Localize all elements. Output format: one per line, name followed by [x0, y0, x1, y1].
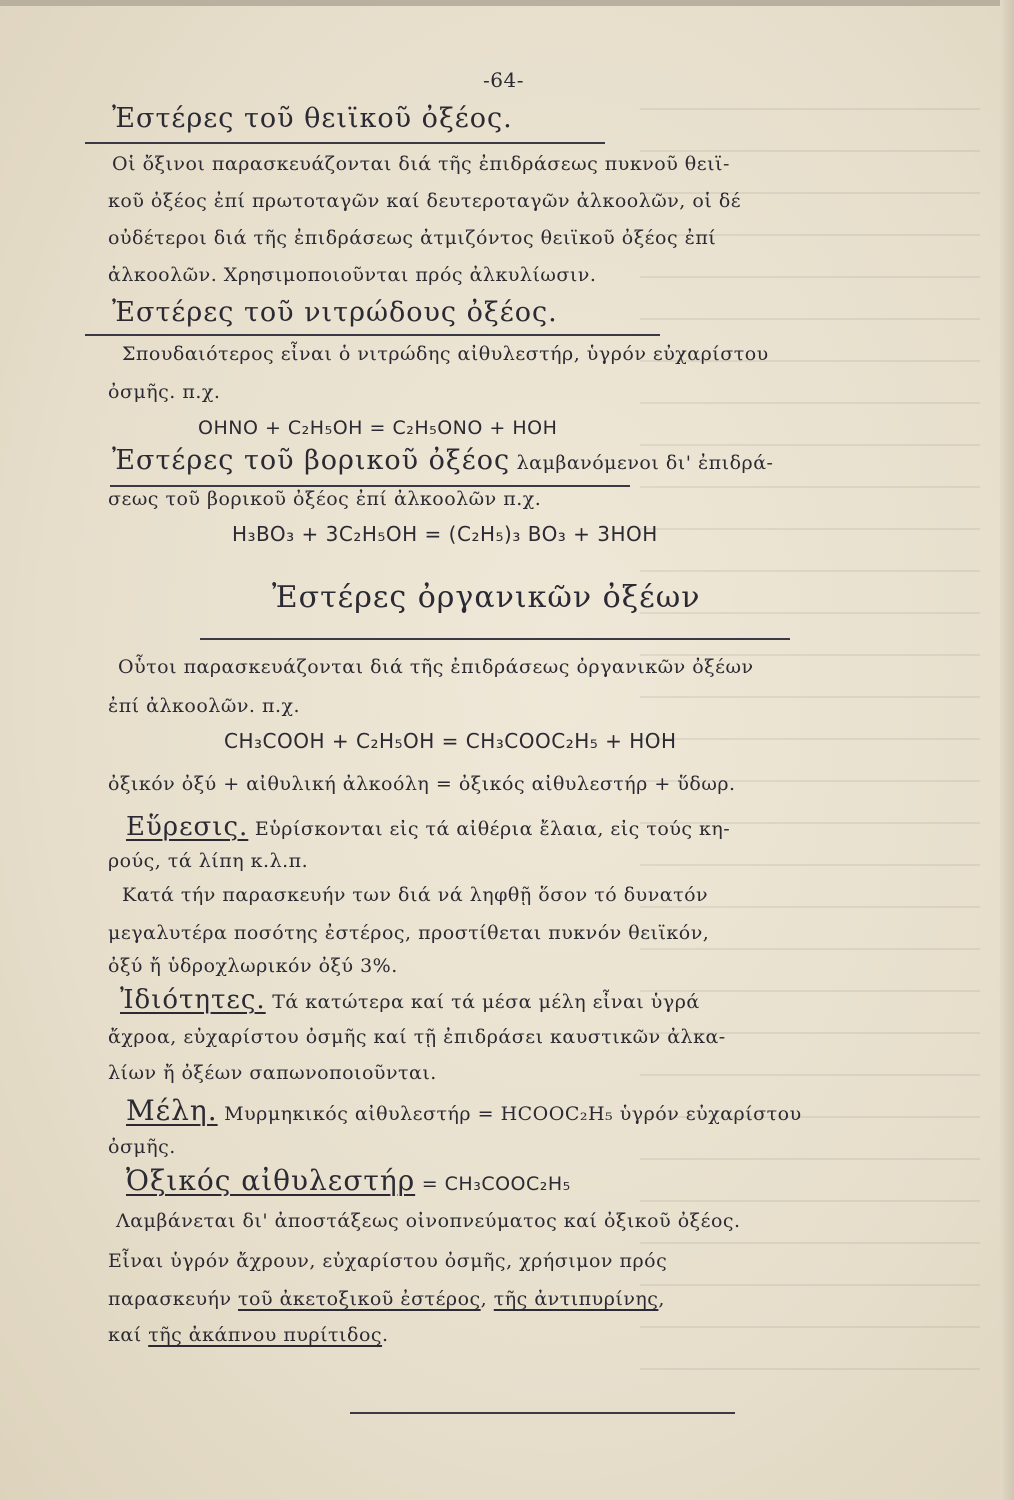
uses-line	[108, 1288, 665, 1310]
bleed-through-text	[640, 90, 980, 1390]
text-line: Οὗτοι παρασκευάζονται διά τῆς ἐπιδράσεως ὀργανικῶν ὀξέων	[118, 656, 754, 678]
text-line: Οἱ ὄξινοι παρασκευάζονται διά τῆς ἐπιδράσεως πυκνοῦ θειϊ-	[112, 153, 730, 175]
text-line: ὀσμῆς. π.χ.	[108, 381, 221, 403]
ethyl-acetate-formula: = CH₃COOC₂H₅	[415, 1173, 571, 1195]
members-text: Μυρμηκικός αἰθυλεστήρ = HCOOC₂H₅ ὑγρόν εὐχαρίστου	[217, 1103, 802, 1125]
page-top-edge	[0, 0, 1014, 6]
members-line	[126, 1094, 802, 1127]
heading-sulfuric-esters: Ἐστέρες τοῦ θειϊκοῦ ὀξέος.	[112, 103, 513, 134]
text-line: ὀσμῆς.	[108, 1136, 176, 1158]
properties-text: Τά κατώτερα καί τά μέσα μέλη εἶναι ὑγρά	[265, 991, 700, 1013]
occurrence-line	[126, 812, 730, 842]
text-line: κοῦ ὀξέος ἐπί πρωτοταγῶν καί δευτεροταγῶν ἀλκοολῶν, οἱ δέ	[108, 190, 742, 212]
text-line: Σπουδαιότερος εἶναι ὁ νιτρώδης αἰθυλεστήρ, ὑγρόν εὐχαρίστου	[122, 343, 769, 365]
text-line: Κατά τήν παρασκευήν των διά νά ληφθῇ ὅσον τό δυνατόν	[122, 884, 709, 906]
heading-rule	[200, 638, 790, 640]
properties-line	[120, 985, 700, 1015]
text-line: μεγαλυτέρα ποσότης ἐστέρος, προστίθεται πυκνόν θειϊκόν,	[108, 922, 710, 944]
text-line: σεως τοῦ βορικοῦ ὀξέος ἐπί ἀλκοολῶν π.χ.	[108, 488, 542, 510]
text-line: ὀξύ ἤ ὑδροχλωρικόν ὀξύ 3%.	[108, 955, 398, 977]
page-number: -64-	[483, 68, 524, 92]
boric-heading-line	[112, 445, 773, 476]
occurrence-text: Εὑρίσκονται εἰς τά αἰθέρια ἔλαια, εἰς τούς κη-	[248, 818, 731, 840]
text-line: οὐδέτεροι διά τῆς ἐπιδράσεως ἀτμιζόντος θειϊκοῦ ὀξέος ἐπί	[108, 227, 717, 249]
reaction-formula: H₃BO₃ + 3C₂H₅OH = (C₂H₅)₃ BO₃ + 3HOH	[232, 522, 658, 546]
text-line: Λαμβάνεται δι' ἀποστάξεως οἰνοπνεύματος καί ὀξικοῦ ὀξέος.	[116, 1210, 741, 1232]
text-line: ἀλκοολῶν. Χρησιμοποιοῦνται πρός ἀλκυλίωσιν.	[108, 264, 597, 286]
reaction-formula: OHNO + C₂H₅OH = C₂H₅ONO + HOH	[198, 417, 558, 439]
reaction-formula: CH₃COOH + C₂H₅OH = CH₃COOC₂H₅ + HOH	[224, 729, 677, 753]
reaction-words: ὀξικόν ὀξύ + αἰθυλική ἀλκοόλη = ὀξικός αἰθυλεστήρ + ὕδωρ.	[108, 773, 736, 795]
uses-terminator: .	[382, 1324, 389, 1346]
use-smokeless-powder: τῆς ἀκάπνου πυρίτιδος	[148, 1324, 383, 1346]
label-properties: Ἰδιότητες.	[120, 985, 266, 1015]
text-line: Εἶναι ὑγρόν ἄχρουν, εὐχαρίστου ὀσμῆς, χρήσιμον πρός	[108, 1250, 668, 1272]
ethyl-acetate-line	[126, 1164, 571, 1197]
uses-text: καί	[108, 1324, 149, 1346]
heading-rule	[110, 485, 630, 487]
use-antipyrine: τῆς ἀντιπυρίνης	[493, 1288, 659, 1310]
text-line: ρούς, τά λίπη κ.λ.π.	[108, 850, 309, 872]
use-acetoacetic-ester: τοῦ ἀκετοξικοῦ ἐστέρος	[238, 1288, 481, 1310]
label-occurrence: Εὕρεσις.	[126, 812, 249, 842]
text-line: ἄχροα, εὐχαρίστου ὀσμῆς καί τῇ ἐπιδράσει καυστικῶν ἀλκα-	[108, 1026, 726, 1048]
uses-line	[108, 1324, 389, 1346]
text-line: ἐπί ἀλκοολῶν. π.χ.	[108, 695, 301, 717]
heading-continuation: λαμβανόμενοι δι' ἐπιδρά-	[510, 452, 774, 474]
heading-rule	[85, 334, 660, 336]
label-members: Μέλη.	[126, 1094, 218, 1127]
uses-text: παρασκευήν	[108, 1288, 239, 1310]
heading-ethyl-acetate: Ὀξικός αἰθυλεστήρ	[126, 1164, 416, 1197]
closing-rule	[350, 1412, 735, 1414]
heading-rule	[85, 142, 605, 144]
heading-nitrous-esters: Ἐστέρες τοῦ νιτρώδους ὀξέος.	[112, 297, 558, 328]
uses-separator: ,	[658, 1288, 665, 1310]
heading-organic-esters: Ἐστέρες ὀργανικῶν ὀξέων	[272, 580, 701, 615]
uses-separator: ,	[480, 1288, 494, 1310]
heading-boric-esters: Ἐστέρες τοῦ βορικοῦ ὀξέος	[112, 445, 511, 476]
text-line: λίων ἤ ὀξέων σαπωνοποιοῦνται.	[108, 1062, 437, 1084]
page-right-edge	[1000, 0, 1014, 1500]
